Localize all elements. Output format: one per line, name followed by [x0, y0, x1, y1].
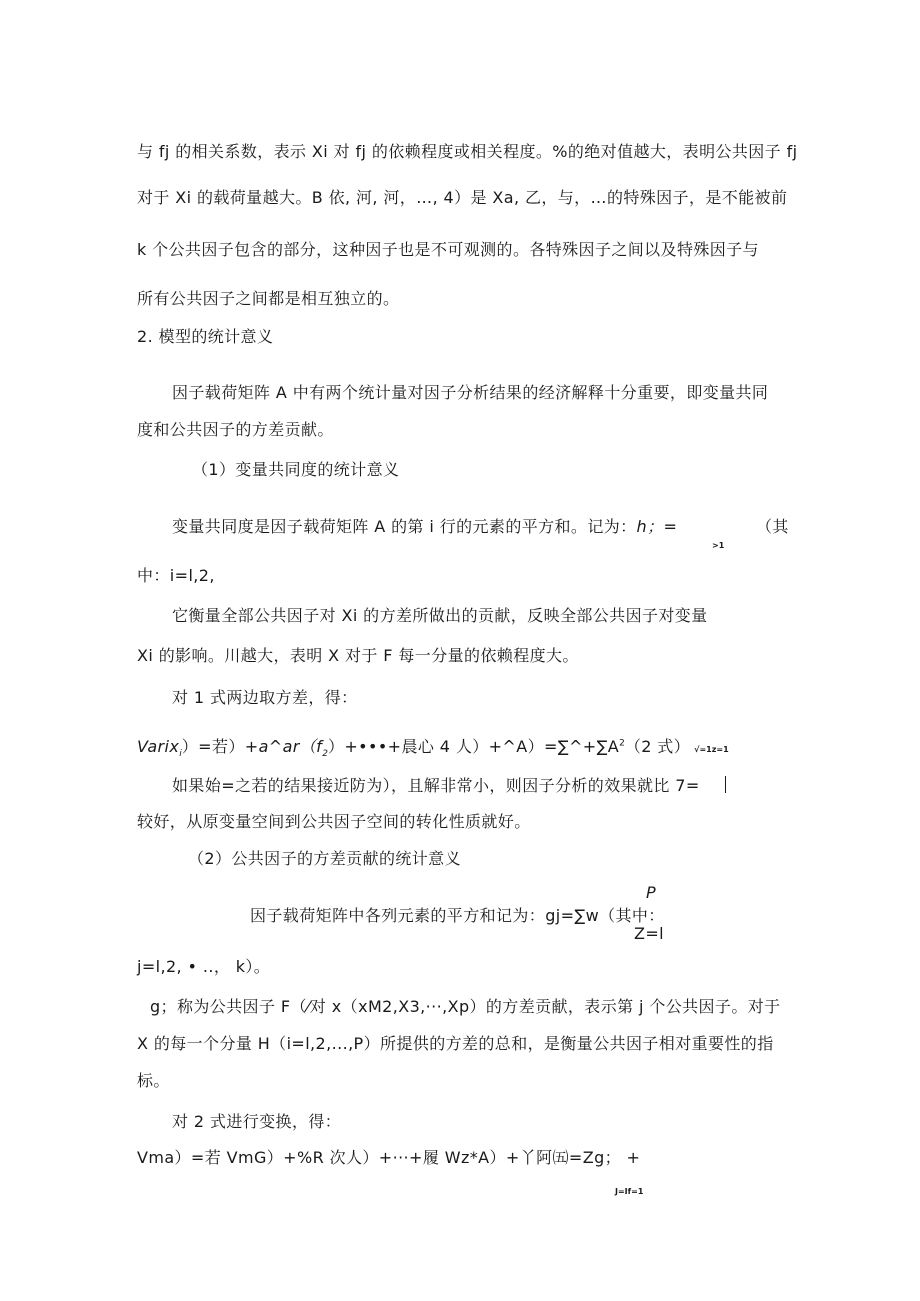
eq1-limits: √=1z=1: [694, 745, 729, 754]
para4-line-2: 较好，从原变量空间到公共因子空间的转化性质就好。: [137, 812, 531, 831]
para3-line-2: Xi 的影响。川越大，表明 X 对于 F 每一分量的依赖程度大。: [137, 646, 579, 665]
para1-line-4: 所有公共因子之间都是相互独立的。: [137, 289, 400, 308]
communality-text: 变量共同度是因子载荷矩阵 A 的第 i 行的元素的平方和。记为：: [172, 517, 637, 536]
equation-2: Vma）=若 VmG）+%R 次人）+···+履 Wz*A）+丫阿㈤=Zg； +: [137, 1148, 641, 1167]
communality-line-2: 中：i=l,2,: [137, 566, 215, 585]
text-cursor-bar: [725, 776, 726, 793]
communality-line: [172, 517, 677, 537]
eq2-limits: J=If=1: [615, 1187, 644, 1196]
eq1-sub-i: i: [179, 749, 182, 760]
para4-line-1: 如果始=之若的结果接近防为），且解非常小，则因子分析的效果就比 7=: [172, 776, 700, 795]
communality-subscript: >1: [712, 541, 725, 550]
eq1-part-d: ）+•••+晨心 4 人）+^A）=∑^+∑A: [327, 737, 620, 756]
eq1-part-e: （2 式）: [624, 737, 691, 756]
contrib-tail: j=l,2, • ..， k）。: [137, 957, 271, 976]
subsection-1-heading: （1）变量共同度的统计意义: [192, 460, 400, 479]
equation-1: [137, 737, 729, 760]
variance-intro: 对 1 式两边取方差，得：: [172, 688, 358, 707]
para5-line-1: g；称为公共因子 F（⁄对 x（xM2,X3,···,Xp）的方差贡献，表示第 j 个公共因子。对于: [150, 997, 781, 1016]
para5-line-2: X 的每一个分量 H（i=l,2,...,P）所提供的方差的总和，是衡量公共因子相对重要性的指: [137, 1034, 774, 1053]
eq1-sup-2: 2: [619, 738, 625, 749]
eq1-sub-2: 2: [322, 749, 328, 760]
communality-formula: h；=: [636, 517, 678, 536]
section-2-heading: 2. 模型的统计意义: [137, 327, 274, 346]
contrib-upper-limit: P: [646, 883, 657, 902]
transform-intro: 对 2 式进行变换，得：: [172, 1112, 342, 1131]
para1-line-2: 对于 Xi 的载荷量越大。B 依, 河, 河，…, 4）是 Xa, 乙，与，…的特殊因子，是不能被前: [137, 188, 788, 207]
subsection-2-heading: （2）公共因子的方差贡献的统计意义: [188, 849, 461, 868]
communality-tail: （其: [756, 517, 789, 536]
para2-line-1: 因子载荷矩阵 A 中有两个统计量对因子分析结果的经济解释十分重要，即变量共同: [172, 383, 769, 402]
para5-line-3: 标。: [137, 1071, 170, 1090]
para1-line-3: k 个公共因子包含的部分，这种因子也是不可观测的。各特殊因子之间以及特殊因子与: [137, 240, 759, 259]
para3-line-1: 它衡量全部公共因子对 Xi 的方差所做出的贡献，反映全部公共因子对变量: [172, 606, 708, 625]
para1-line-1: 与 fj 的相关系数，表示 Xi 对 fj 的依赖程度或相关程度。%的绝对值越大，表明公共因子 fj: [137, 142, 798, 161]
eq1-part-a: Varix: [137, 737, 180, 756]
para2-line-2: 度和公共因子的方差贡献。: [137, 420, 334, 439]
contrib-line: 因子载荷矩阵中各列元素的平方和记为：gj=∑w（其中：: [250, 906, 665, 925]
eq1-part-b: ）=若）+: [181, 737, 259, 756]
contrib-lower-limit: Z=l: [634, 924, 665, 943]
eq1-part-c: a^ar（f: [258, 737, 323, 756]
